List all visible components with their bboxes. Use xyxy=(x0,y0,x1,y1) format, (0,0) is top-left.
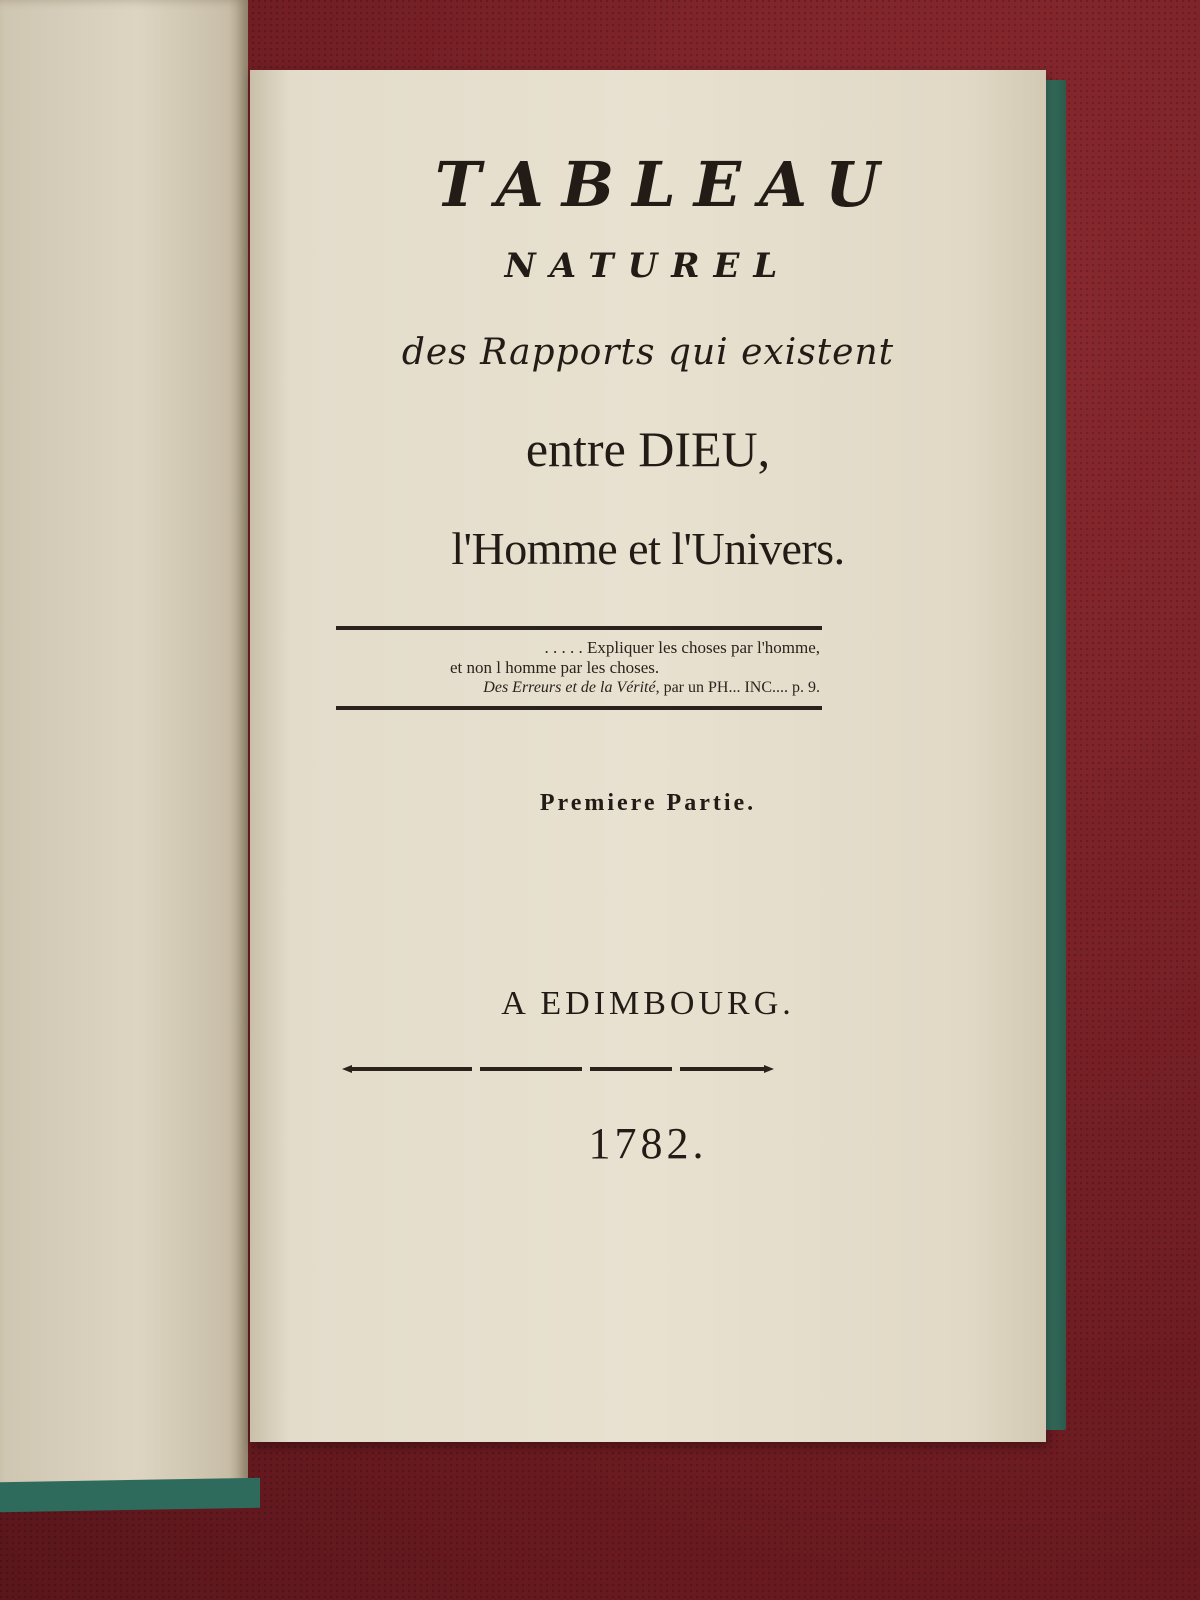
title-page xyxy=(250,70,1046,1442)
title-line-homme: l'Homme et l'Univers. xyxy=(451,523,845,574)
epigraph-bottom-rule xyxy=(336,706,822,710)
book-cover-edge xyxy=(0,1478,260,1513)
title-line-dieu: entre DIEU, xyxy=(525,421,771,477)
part-label: Premiere Partie. xyxy=(539,790,757,816)
book-title: TABLEAU xyxy=(434,148,898,221)
epigraph-line-2: et non l homme par les choses. xyxy=(450,658,660,677)
epigraph-source-rest: , par un PH... INC.... p. 9. xyxy=(655,679,820,696)
imprint-place: A EDIMBOURG. xyxy=(501,985,795,1022)
title-line-rapports: des Rapports qui existent xyxy=(401,332,895,373)
epigraph-top-rule xyxy=(336,626,822,630)
left-page xyxy=(0,0,248,1490)
ornamental-rule xyxy=(342,1063,774,1075)
epigraph-source xyxy=(340,678,820,698)
epigraph-source-title: Des Erreurs et de la Vérité xyxy=(483,679,656,696)
book-subtitle: NATUREL xyxy=(504,246,792,286)
imprint-year: 1782. xyxy=(588,1119,708,1168)
epigraph-line-1: . . . . . Expliquer les choses par l'homme, xyxy=(544,638,820,657)
